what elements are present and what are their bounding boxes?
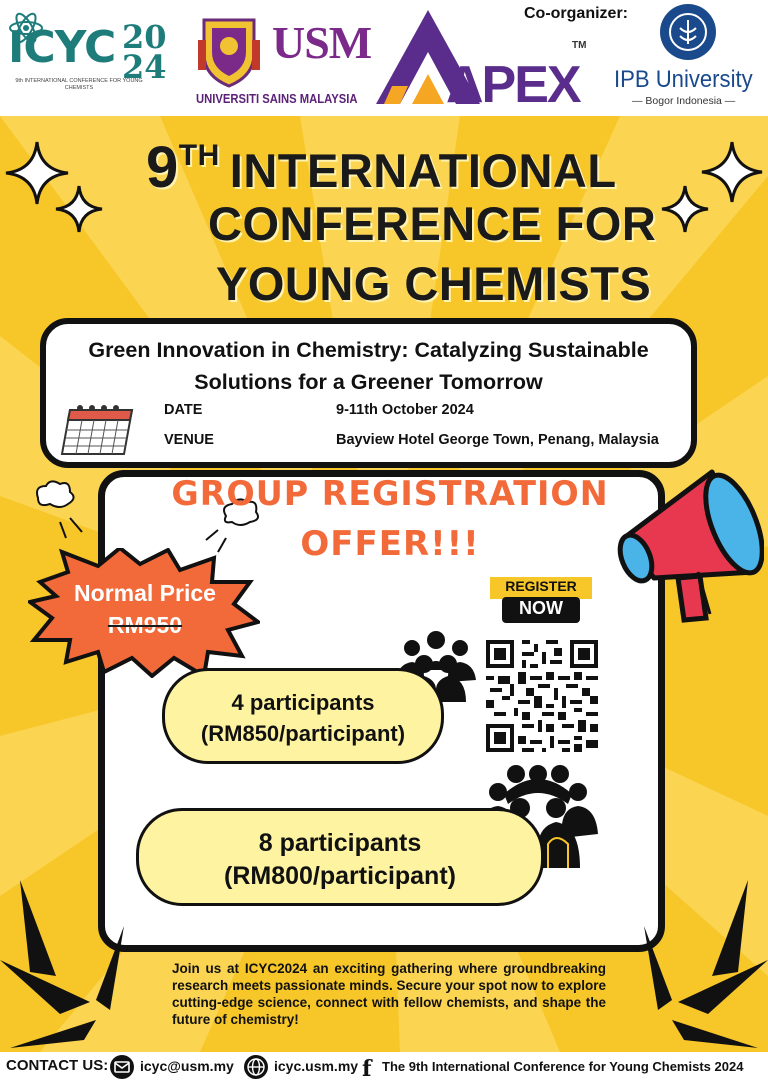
tier-4-participants bbox=[162, 668, 444, 764]
venue-value: Bayview Hotel George Town, Penang, Malaysia bbox=[336, 432, 659, 448]
usm-name: UNIVERSITI SAINS MALAYSIA bbox=[196, 92, 358, 106]
sparkle-icon bbox=[660, 184, 710, 234]
logo-strip bbox=[0, 0, 768, 116]
title-line-3: YOUNG CHEMISTS bbox=[216, 257, 652, 310]
usm-crest-icon bbox=[196, 10, 262, 90]
title-line-2: CONFERENCE FOR bbox=[208, 197, 657, 250]
icyc-year-bottom: 24 bbox=[122, 48, 167, 86]
title-line-1-text: INTERNATIONAL bbox=[229, 144, 617, 197]
theme-line-1: Green Innovation in Chemistry: Catalyzing Sustainable bbox=[88, 338, 649, 362]
sparkle-icon bbox=[54, 184, 104, 234]
website-link[interactable]: icyc.usm.my bbox=[274, 1058, 359, 1074]
date-value: 9-11th October 2024 bbox=[336, 402, 474, 418]
contact-label: CONTACT US: bbox=[6, 1057, 109, 1074]
venue-label: VENUE bbox=[164, 432, 214, 448]
now-label[interactable]: NOW bbox=[519, 598, 563, 618]
email-link[interactable]: icyc@usm.my bbox=[140, 1058, 234, 1074]
email-icon bbox=[110, 1055, 134, 1079]
theme-box bbox=[40, 318, 697, 468]
facebook-link[interactable]: The 9th International Conference for Young Chemists 2024 bbox=[382, 1059, 744, 1074]
tier-1-count: 4 participants bbox=[231, 690, 375, 715]
apex-trademark: TM bbox=[572, 40, 587, 51]
title-ordinal-suffix: TH bbox=[178, 139, 220, 172]
ipb-name: IPB University bbox=[614, 66, 753, 93]
title-ordinal-number: 9 bbox=[146, 135, 179, 200]
tier-8-participants bbox=[136, 808, 544, 906]
theme-line-2: Solutions for a Greener Tomorrow bbox=[194, 370, 543, 394]
facebook-icon: f bbox=[362, 1056, 372, 1082]
date-label: DATE bbox=[164, 402, 203, 418]
usm-mark: USM bbox=[272, 17, 372, 68]
globe-icon bbox=[244, 1055, 268, 1079]
tier-2-count: 8 participants bbox=[258, 829, 422, 857]
theme-heading bbox=[46, 334, 691, 398]
apex-wordmark: APEX bbox=[446, 56, 580, 108]
normal-price-label: Normal Price bbox=[74, 580, 216, 606]
comic-burst-right-icon bbox=[614, 880, 768, 1050]
usm-logo bbox=[192, 8, 372, 108]
ipb-subtitle: — Bogor Indonesia — bbox=[632, 95, 736, 107]
ipb-seal-icon bbox=[658, 2, 718, 62]
icyc-wordmark: ICYC bbox=[8, 22, 116, 73]
megaphone-icon bbox=[614, 468, 764, 634]
comic-burst-left-icon bbox=[0, 880, 150, 1050]
calendar-icon bbox=[60, 400, 136, 458]
icyc-year-top: 20 bbox=[122, 18, 167, 56]
tier-1-price: (RM850/participant) bbox=[200, 721, 406, 746]
group-title-line-2: OFFER!!! bbox=[300, 524, 480, 564]
icyc-year bbox=[122, 18, 167, 86]
coorganizer-label: Co-organizer: bbox=[524, 5, 628, 22]
register-label[interactable]: REGISTER bbox=[505, 578, 577, 594]
ipb-logo bbox=[610, 0, 768, 112]
title-line-1 bbox=[146, 134, 617, 201]
event-description: Join us at ICYC2024 an exciting gathering where groundbreaking research meets passionate minds. Secure your spot now to explore cutting-edge science, connect with fellow chemists, and shape the future of chemistry! bbox=[172, 961, 606, 1027]
normal-price-value: RM950 bbox=[107, 612, 183, 638]
tier-2-price: (RM800/participant) bbox=[224, 862, 456, 890]
group-title-line-1: GROUP REGISTRATION bbox=[171, 474, 609, 514]
icyc-subtitle: 9th INTERNATIONAL CONFERENCE FOR YOUNG CHEMISTS bbox=[15, 78, 143, 91]
apex-logo bbox=[372, 8, 586, 108]
registration-qr-code[interactable] bbox=[486, 640, 598, 752]
